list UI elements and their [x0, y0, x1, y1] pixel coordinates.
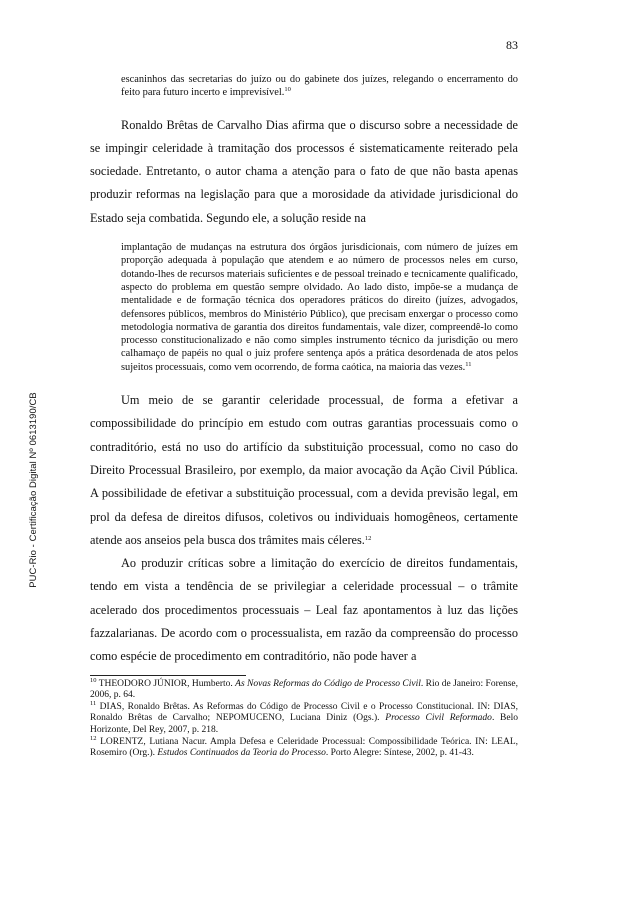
quote-continuation-text: escaninhos das secretarias do juízo ou do gabinete dos juízes, relegando o encerramento do feito para futuro incerto e imprevisível.	[121, 74, 518, 99]
paragraph-substituicao	[90, 389, 518, 552]
footnote-ref-10: 10	[284, 86, 291, 94]
footnote-10	[90, 676, 519, 702]
footnote-text: . Rio de Janeiro: Forense, 2006, p. 64.	[90, 678, 519, 701]
footnote-title: As Novas Reformas do Código de Processo Civil	[235, 678, 421, 689]
footnote-12	[90, 734, 519, 760]
page-number: 83	[506, 38, 518, 52]
footnote-title: Processo Civil Reformado	[385, 713, 492, 724]
paragraph-leal: Ao produzir críticas sobre a limitação do exercício de direitos fundamentais, tendo em vista a tendência de se privilegiar a celeridade processual – o trâmite acelerado dos procedimentos processuais – Leal faz apontamentos à luz das lições fazzalarianas. De acordo com o processualista, em razão da compreensão do processo como espécie de procedimento em contraditório, não pode haver a	[90, 556, 518, 664]
footnote-text: . Belo Horizonte, Del Rey, 2007, p. 218.	[90, 713, 518, 735]
footnote-ref-12: 12	[364, 534, 372, 542]
footnote-number: 12	[90, 734, 97, 742]
footnote-title: Estudos Continuados da Teoria do Processo	[157, 748, 326, 759]
page-body	[90, 73, 518, 760]
footnote-number: 11	[90, 699, 97, 707]
block-quote-text: implantação de mudanças na estrutura dos órgãos jurisdicionais, com número de juízes em proporção adequada à população que atendem e ao número de processos neles em curso, dotando-lhes de recursos materiais suficientes e de pessoal treinado e tecnicamente qualificado, aspecto do problema em questão sempre olvidado. Ao lado disto, impõe-se a mudança de mentalidade e de formação técnica dos operadores práticos do direito (juízes, advogados, defensores públicos, membros do Ministério Público), que precisam enxergar o processo como metodologia normativa de garantia dos direitos fundamentais, vale dizer, compreendê-lo como processo constitucionalizado e não como simples instrumento técnico da jurisdição ou mero calhamaço de papéis no qual o juiz profere sentença após a prática desordenada de atos pelos sujeitos processuais, como vem ocorrendo, de forma caótica, na maioria das vezes.	[121, 242, 518, 373]
footnote-text: . Porto Alegre: Síntese, 2002, p. 41-43.	[325, 748, 474, 759]
paragraph-dias: Ronaldo Brêtas de Carvalho Dias afirma que o discurso sobre a necessidade de se impingir celeridade à tramitação dos processos é sistematicamente reiterado pela sociedade. Entretanto, o autor chama a atenção para o fato de que não basta apenas produzir reformas na legislação para que a morosidade da atividade jurisdicional do Estado seja combatida. Segundo ele, a solução reside na	[90, 117, 518, 225]
footnote-number: 10	[90, 676, 97, 684]
footnote-text: THEODORO JÚNIOR, Humberto.	[98, 678, 233, 689]
footnote-11	[90, 699, 518, 737]
footnote-separator	[90, 675, 246, 676]
paragraph-substituicao-text: Um meio de se garantir celeridade processual, de forma a efetivar a compossibilidade do princípio em estudo com outras garantias processuais como o contraditório, está no uso do artifício da substituição processual, como no caso do Direito Processual Brasileiro, por exemplo, da maior avocação da Ação Civil Pública. A possibilidade de efetivar a substituição processual, com a devida previsão legal, em prol da defesa de direitos difusos, coletivos ou individuais homogêneos, certamente atende aos anseios pela busca dos trâmites mais céleres.	[90, 393, 518, 547]
block-quote-dias	[121, 241, 518, 374]
footnote-ref-11: 11	[465, 360, 472, 368]
footnote-text: LORENTZ, Lutiana Nacur. Ampla Defesa e Celeridade Processual: Compossibilidade Teórica. IN: LEAL, Rosemiro (Org.).	[90, 736, 519, 759]
quote-continuation	[121, 73, 518, 100]
footnote-text: DIAS, Ronaldo Brêtas. As Reformas do Código de Processo Civil e o Processo Constitucional. IN: DIAS, Ronaldo Brêtas de Carvalho; NEPOMUCENO, Luciana Diniz (Ogs.).	[90, 701, 518, 724]
certification-side-label: PUC-Rio - Certificação Digital Nº 0613190/CB	[27, 392, 38, 588]
